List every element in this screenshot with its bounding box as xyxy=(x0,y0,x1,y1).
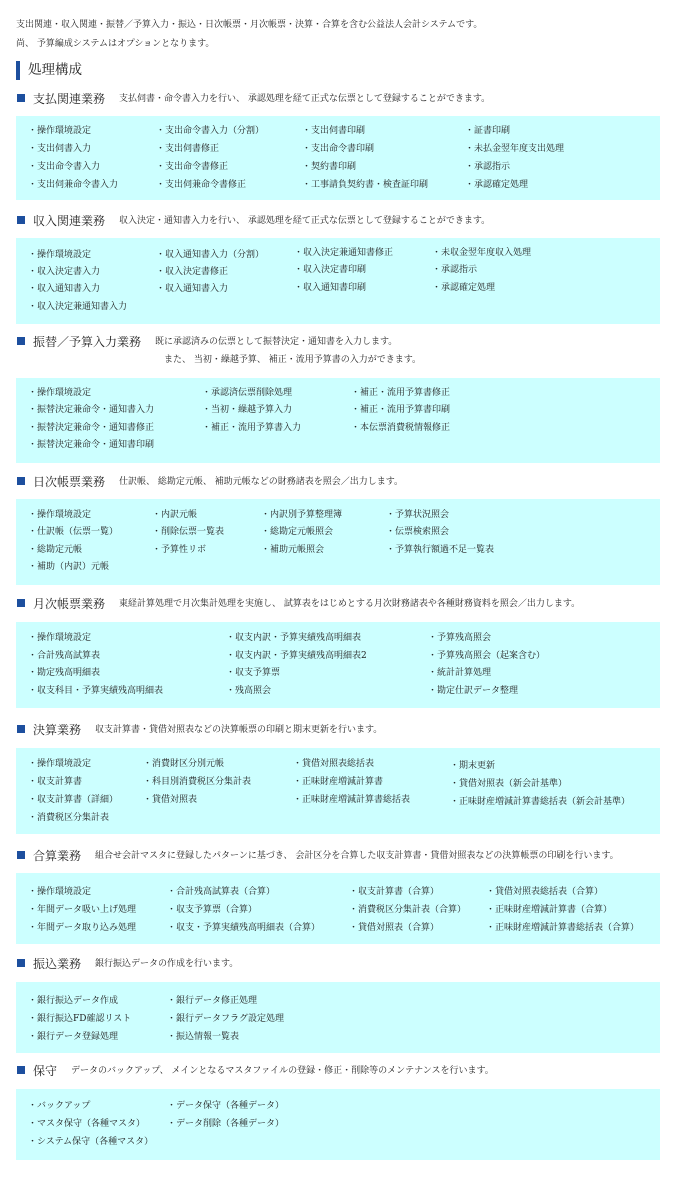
section-description: 収入決定・通知書入力を行い、 承認処理を経て正式な伝票として登録することができます。 xyxy=(119,216,491,226)
list-item: ・ 予算残高照会（起案含む） xyxy=(428,650,545,662)
list-item: ・ 証書印刷 xyxy=(465,125,510,137)
section-item-box xyxy=(16,873,660,944)
section-item-box xyxy=(16,499,660,585)
section-item-box xyxy=(16,982,660,1053)
list-item: ・ 科目別消費税区分集計表 xyxy=(143,776,251,788)
list-item: ・ 予算性リボ xyxy=(152,544,206,556)
list-item: ・ 支出命令書入力 xyxy=(28,161,100,173)
list-item: ・ 操作環境設定 xyxy=(28,509,91,521)
list-item: ・ 収支・予算実績残高明細表（合算） xyxy=(167,922,320,934)
list-item: ・ 未収金翌年度収入処理 xyxy=(432,247,531,259)
section-description: 銀行振込データの作成を行います。 xyxy=(95,959,239,969)
list-item: ・ 収入決定兼通知書入力 xyxy=(28,301,127,313)
section-description: データのバックアップ、 メインとなるマスタファイルの登録・修正・削除等のメンテナンスを行います。 xyxy=(71,1066,494,1076)
list-item: ・ システム保守（各種マスタ） xyxy=(28,1136,153,1148)
list-item: ・ 正味財産増減計算書総括表（合算） xyxy=(486,922,639,934)
list-item: ・ 承認指示 xyxy=(432,264,477,276)
section-name: 収入関連業務 xyxy=(33,214,106,228)
list-item: ・ 正味財産増減計算書総括表 xyxy=(293,794,410,806)
list-item: ・ 銀行振込FD確認リスト xyxy=(28,1013,131,1025)
square-bullet-icon xyxy=(17,851,25,859)
square-bullet-icon xyxy=(17,1066,25,1074)
list-item: ・ 操作環境設定 xyxy=(28,387,91,399)
list-item: ・ 消費税区分集計表（合算） xyxy=(349,904,466,916)
section-description: 組合せ会計マスタに登録したパターンに基づき、 会計区分を合算した収支計算書・貸借対照表などの決算帳票の印刷を行います。 xyxy=(95,851,619,861)
section-name: 合算業務 xyxy=(33,849,82,863)
list-item: ・ 工事請負契約書・検査証印刷 xyxy=(302,179,428,191)
section-monthly-reports xyxy=(16,596,660,696)
section-description: 収支計算書・貸借対照表などの決算帳票の印刷と期末更新を行います。 xyxy=(95,725,383,735)
list-item: ・ 合計残高試算表（合算） xyxy=(167,886,275,898)
list-item: ・ 契約書印刷 xyxy=(302,161,356,173)
list-item: ・ 支出命令書印刷 xyxy=(302,143,374,155)
list-item: ・ 支出命令書修正 xyxy=(156,161,228,173)
section-description: 仕訳帳、 総勘定元帳、 補助元帳などの財務諸表を照会／出力します。 xyxy=(119,477,404,487)
list-item: ・ 伝票検索照会 xyxy=(386,526,449,538)
list-item: ・ 勘定仕訳データ整理 xyxy=(428,685,518,697)
square-bullet-icon xyxy=(17,725,25,733)
list-item: ・ 操作環境設定 xyxy=(28,758,91,770)
section-item-box xyxy=(16,748,660,834)
list-item: ・ 収支科目・予算実績残高明細表 xyxy=(28,685,163,697)
section-name: 支払関連業務 xyxy=(33,92,106,106)
list-item: ・ 操作環境設定 xyxy=(28,249,91,261)
section-description-2: また、 当初・繰越予算、 補正・流用予算書の入力ができます。 xyxy=(164,355,422,365)
section-name: 振込業務 xyxy=(33,957,82,971)
list-item: ・ 補助（内訳）元帳 xyxy=(28,561,109,573)
square-bullet-icon xyxy=(17,216,25,224)
list-item: ・ 年間データ吸い上げ処理 xyxy=(28,904,136,916)
list-item: ・ 合計残高試算表 xyxy=(28,650,100,662)
list-item: ・ 予算状況照会 xyxy=(386,509,449,521)
section-description: 支払伺書・命令書入力を行い、 承認処理を経て正式な伝票として登録することができます。 xyxy=(119,94,491,104)
list-item: ・ 収入決定兼通知書修正 xyxy=(294,247,393,259)
list-item: ・ 貸借対照表（新会計基準） xyxy=(450,778,567,790)
list-item: ・ 振込情報一覧表 xyxy=(167,1031,239,1043)
list-item: ・ 銀行振込データ作成 xyxy=(28,995,118,1007)
list-item: ・ 支出命令書入力（分割） xyxy=(156,125,264,137)
list-item: ・ データ保守（各種データ） xyxy=(167,1100,284,1112)
list-item: ・ 承認指示 xyxy=(465,161,510,173)
list-item: ・ 銀行データ登録処理 xyxy=(28,1031,118,1043)
list-item: ・ 収入通知書入力 xyxy=(156,283,228,295)
section-transfer-budget xyxy=(16,334,660,450)
intro-line-1: 支出関連・収入関連・振替／予算入力・振込・日次帳票・月次帳票・決算・合算を含む公益法人会計システムです。 xyxy=(16,20,483,30)
list-item: ・ 補正・流用予算書修正 xyxy=(351,387,450,399)
list-item: ・ 補正・流用予算書入力 xyxy=(202,422,301,434)
list-item: ・ 補正・流用予算書印刷 xyxy=(351,404,450,416)
square-bullet-icon xyxy=(17,599,25,607)
list-item: ・ 承認済伝票削除処理 xyxy=(202,387,292,399)
list-item: ・ 予算執行額過不足一覧表 xyxy=(386,544,494,556)
list-item: ・ 残高照会 xyxy=(226,685,271,697)
list-item: ・ 承認確定処理 xyxy=(465,179,528,191)
list-item: ・ 総勘定元帳 xyxy=(28,544,82,556)
list-item: ・ 収支内訳・予算実績残高明細表2 xyxy=(226,650,367,662)
section-maintenance xyxy=(16,1063,660,1147)
list-item: ・ 操作環境設定 xyxy=(28,125,91,137)
list-item: ・ 期末更新 xyxy=(450,760,495,772)
list-item: ・ 収支内訳・予算実績残高明細表 xyxy=(226,632,361,644)
list-item: ・ 収入通知書入力（分割） xyxy=(156,249,264,261)
section-item-box xyxy=(16,378,660,463)
section-name: 月次帳票業務 xyxy=(33,597,106,611)
section-settlement xyxy=(16,722,660,823)
list-item: ・ バックアップ xyxy=(28,1100,90,1112)
list-item: ・ 内訳元帳 xyxy=(152,509,197,521)
section-name: 振替／予算入力業務 xyxy=(33,335,142,349)
square-bullet-icon xyxy=(17,337,25,345)
list-item: ・ 消費税区分集計表 xyxy=(28,812,109,824)
list-item: ・ 収支計算書 xyxy=(28,776,82,788)
section-description: 東経計算処理で月次集計処理を実施し、 試算表をはじめとする月次財務諸表や各種財務資料を照会／出力します。 xyxy=(119,599,581,609)
list-item: ・ 貸借対照表（合算） xyxy=(349,922,439,934)
list-item: ・ 貸借対照表総括表（合算） xyxy=(486,886,603,898)
intro-line-2: 尚、 予算編成システムはオプションとなります。 xyxy=(16,39,215,49)
square-bullet-icon xyxy=(17,959,25,967)
list-item: ・ 正味財産増減計算書総括表（新会計基準） xyxy=(450,796,630,808)
section-item-box xyxy=(16,622,660,708)
list-item: ・ 操作環境設定 xyxy=(28,632,91,644)
section-description: 既に承認済みの伝票として振替決定・通知書を入力します。 xyxy=(155,337,398,347)
list-item: ・ 収入通知書印刷 xyxy=(294,282,366,294)
list-item: ・ 消費財区分別元帳 xyxy=(143,758,224,770)
list-item: ・ 振替決定兼命令・通知書修正 xyxy=(28,422,154,434)
section-name: 決算業務 xyxy=(33,723,82,737)
section-daily-reports xyxy=(16,474,660,572)
list-item: ・ 貸借対照表総括表 xyxy=(293,758,374,770)
section-income xyxy=(16,213,660,312)
list-item: ・ 操作環境設定 xyxy=(28,886,91,898)
list-item: ・ データ削除（各種データ） xyxy=(167,1118,284,1130)
list-item: ・ 収入決定書入力 xyxy=(28,266,100,278)
list-item: ・ 収支予算票（合算） xyxy=(167,904,257,916)
list-item: ・ 正味財産増減計算書 xyxy=(293,776,383,788)
list-item: ・ 支出伺書入力 xyxy=(28,143,91,155)
list-item: ・ 未払金翌年度支出処理 xyxy=(465,143,564,155)
list-item: ・ 銀行データフラグ設定処理 xyxy=(167,1013,284,1025)
list-item: ・ 収入決定書印刷 xyxy=(294,264,366,276)
list-item: ・ 振替決定兼命令・通知書印刷 xyxy=(28,439,154,451)
list-item: ・ 振替決定兼命令・通知書入力 xyxy=(28,404,154,416)
list-item: ・ 収支計算書（合算） xyxy=(349,886,439,898)
list-item: ・ 支出伺書印刷 xyxy=(302,125,365,137)
section-name: 日次帳票業務 xyxy=(33,475,106,489)
list-item: ・ マスタ保守（各種マスタ） xyxy=(28,1118,145,1130)
list-item: ・ 収支予算票 xyxy=(226,667,280,679)
section-payment xyxy=(16,91,660,190)
list-item: ・ 支出伺兼命令書修正 xyxy=(156,179,246,191)
square-bullet-icon xyxy=(17,94,25,102)
list-item: ・ 補助元帳照会 xyxy=(261,544,324,556)
list-item: ・ 削除伝票一覧表 xyxy=(152,526,224,538)
list-item: ・ 本伝票消費税情報修正 xyxy=(351,422,450,434)
list-item: ・ 収支計算書（詳細） xyxy=(28,794,118,806)
list-item: ・ 予算残高照会 xyxy=(428,632,491,644)
list-item: ・ 当初・繰越予算入力 xyxy=(202,404,292,416)
section-bank-transfer xyxy=(16,956,660,1042)
section-item-box xyxy=(16,116,660,200)
list-item: ・ 支出伺書修正 xyxy=(156,143,219,155)
list-item: ・ 収入通知書入力 xyxy=(28,283,100,295)
list-item: ・ 総勘定元帳照会 xyxy=(261,526,333,538)
section-name: 保守 xyxy=(33,1064,58,1078)
list-item: ・ 統計計算処理 xyxy=(428,667,491,679)
list-item: ・ 銀行データ修正処理 xyxy=(167,995,257,1007)
section-consolidation xyxy=(16,848,660,933)
list-item: ・ 収入決定書修正 xyxy=(156,266,228,278)
list-item: ・ 承認確定処理 xyxy=(432,282,495,294)
list-item: ・ 正味財産増減計算書（合算） xyxy=(486,904,612,916)
list-item: ・ 勘定残高明細表 xyxy=(28,667,100,679)
intro-text xyxy=(16,16,482,54)
list-item: ・ 貸借対照表 xyxy=(143,794,197,806)
page-title: 処理構成 xyxy=(16,61,82,80)
square-bullet-icon xyxy=(17,477,25,485)
list-item: ・ 仕訳帳（伝票一覧） xyxy=(28,526,118,538)
list-item: ・ 内訳別予算整理簿 xyxy=(261,509,342,521)
list-item: ・ 年間データ取り込み処理 xyxy=(28,922,136,934)
list-item: ・ 支出伺兼命令書入力 xyxy=(28,179,118,191)
section-item-box xyxy=(16,1089,660,1160)
section-item-box xyxy=(16,238,660,324)
